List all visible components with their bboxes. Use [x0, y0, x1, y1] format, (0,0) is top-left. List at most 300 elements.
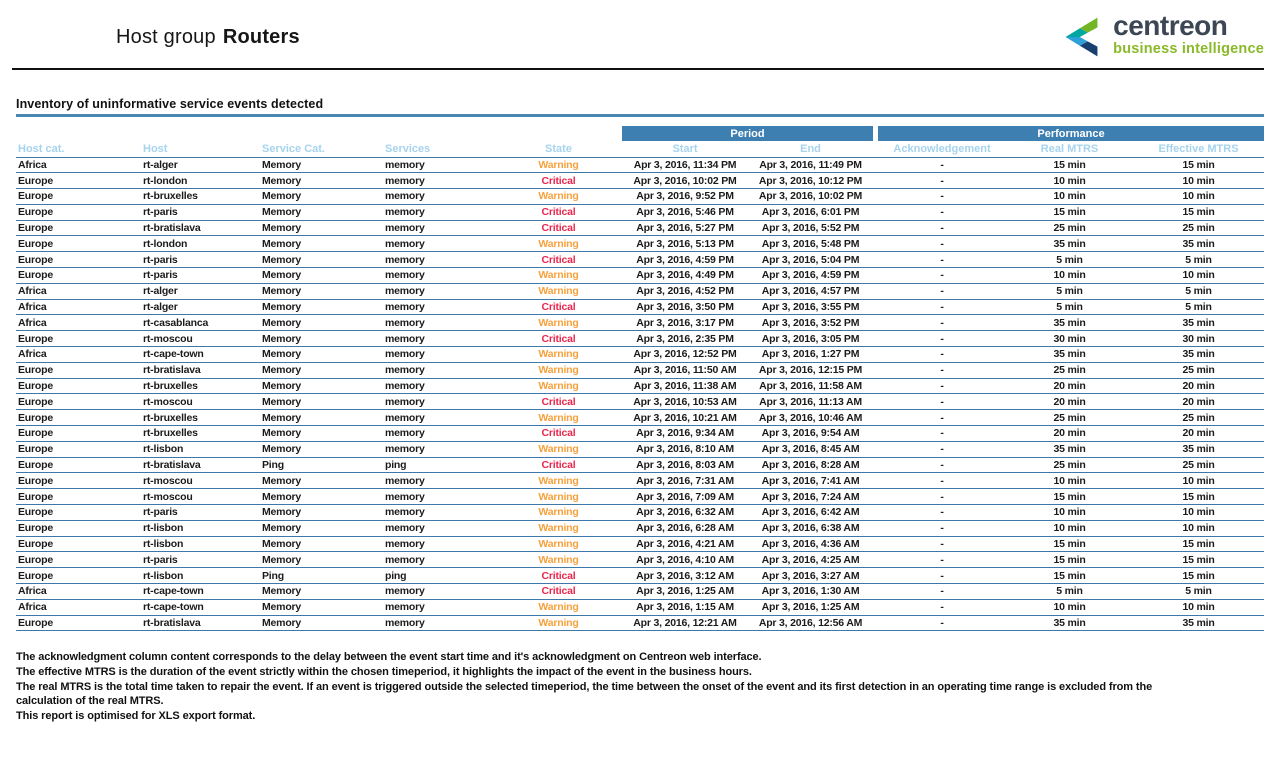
- acknowledgement-cell: -: [878, 283, 1006, 299]
- state-cell: Warning: [495, 283, 622, 299]
- state-cell: Warning: [495, 157, 622, 173]
- period-start-cell: Apr 3, 2016, 4:10 AM: [622, 552, 748, 568]
- period-end-cell: Apr 3, 2016, 1:30 AM: [748, 584, 873, 600]
- period-start-cell: Apr 3, 2016, 3:17 PM: [622, 315, 748, 331]
- effective-mtrs-cell: 15 min: [1133, 204, 1264, 220]
- acknowledgement-cell: -: [878, 220, 1006, 236]
- real-mtrs-cell: 5 min: [1006, 299, 1133, 315]
- state-cell: Warning: [495, 505, 622, 521]
- service-cell: memory: [383, 362, 495, 378]
- state-cell: Warning: [495, 599, 622, 615]
- state-cell: Critical: [495, 252, 622, 268]
- acknowledgement-cell: -: [878, 410, 1006, 426]
- host-category-cell: Africa: [16, 599, 141, 615]
- service-cell: memory: [383, 394, 495, 410]
- host-cell: rt-alger: [141, 299, 260, 315]
- host-category-cell: Europe: [16, 520, 141, 536]
- effective-mtrs-cell: 10 min: [1133, 520, 1264, 536]
- acknowledgement-cell: -: [878, 362, 1006, 378]
- event-row: [16, 394, 1264, 410]
- state-cell: Warning: [495, 473, 622, 489]
- real-mtrs-cell: 20 min: [1006, 378, 1133, 394]
- service-category-cell: Memory: [260, 599, 383, 615]
- host-cell: rt-bratislava: [141, 615, 260, 631]
- host-cell: rt-london: [141, 236, 260, 252]
- footnote-effective-mtrs: The effective MTRS is the duration of the event strictly within the chosen timeperiod, it highlights the impact of the event in the business hours.: [16, 666, 752, 678]
- acknowledgement-cell: -: [878, 568, 1006, 584]
- real-mtrs-cell: 20 min: [1006, 426, 1133, 442]
- centreon-logo-text: [1113, 12, 1264, 57]
- service-cell: memory: [383, 220, 495, 236]
- acknowledgement-cell: -: [878, 584, 1006, 600]
- period-end-cell: Apr 3, 2016, 3:55 PM: [748, 299, 873, 315]
- service-cell: memory: [383, 505, 495, 521]
- section-title: Inventory of uninformative service events detected: [16, 97, 324, 111]
- event-row: [16, 362, 1264, 378]
- period-end-cell: Apr 3, 2016, 7:41 AM: [748, 473, 873, 489]
- period-end-cell: Apr 3, 2016, 4:25 AM: [748, 552, 873, 568]
- period-start-cell: Apr 3, 2016, 3:50 PM: [622, 299, 748, 315]
- service-category-cell: Memory: [260, 552, 383, 568]
- event-row: [16, 157, 1264, 173]
- service-category-cell: Memory: [260, 283, 383, 299]
- real-mtrs-cell: 15 min: [1006, 489, 1133, 505]
- real-mtrs-cell: 25 min: [1006, 220, 1133, 236]
- service-cell: ping: [383, 568, 495, 584]
- effective-mtrs-cell: 25 min: [1133, 410, 1264, 426]
- real-mtrs-cell: 30 min: [1006, 331, 1133, 347]
- host-category-cell: Europe: [16, 426, 141, 442]
- host-cell: rt-paris: [141, 552, 260, 568]
- service-cell: memory: [383, 410, 495, 426]
- period-start-cell: Apr 3, 2016, 11:34 PM: [622, 157, 748, 173]
- period-start-cell: Apr 3, 2016, 12:52 PM: [622, 347, 748, 363]
- host-category-cell: Europe: [16, 536, 141, 552]
- effective-mtrs-cell: 10 min: [1133, 189, 1264, 205]
- service-category-cell: Memory: [260, 362, 383, 378]
- host-cell: rt-cape-town: [141, 347, 260, 363]
- host-category-cell: Europe: [16, 505, 141, 521]
- service-cell: memory: [383, 441, 495, 457]
- effective-mtrs-cell: 10 min: [1133, 505, 1264, 521]
- host-category-cell: Africa: [16, 299, 141, 315]
- state-cell: Critical: [495, 173, 622, 189]
- col-header-end: End: [748, 141, 873, 157]
- service-cell: ping: [383, 457, 495, 473]
- effective-mtrs-cell: 10 min: [1133, 473, 1264, 489]
- footnote-xls-export: This report is optimised for XLS export format.: [16, 709, 256, 722]
- acknowledgement-cell: -: [878, 189, 1006, 205]
- service-category-cell: Memory: [260, 204, 383, 220]
- period-end-cell: Apr 3, 2016, 11:13 AM: [748, 394, 873, 410]
- period-end-cell: Apr 3, 2016, 10:12 PM: [748, 173, 873, 189]
- host-category-cell: Europe: [16, 394, 141, 410]
- service-category-cell: Memory: [260, 489, 383, 505]
- event-row: [16, 268, 1264, 284]
- service-cell: memory: [383, 378, 495, 394]
- state-cell: Warning: [495, 615, 622, 631]
- acknowledgement-cell: -: [878, 173, 1006, 189]
- acknowledgement-cell: -: [878, 157, 1006, 173]
- service-cell: memory: [383, 426, 495, 442]
- state-cell: Critical: [495, 457, 622, 473]
- period-start-cell: Apr 3, 2016, 12:21 AM: [622, 615, 748, 631]
- effective-mtrs-cell: 5 min: [1133, 299, 1264, 315]
- service-category-cell: Ping: [260, 568, 383, 584]
- footnote-real-mtrs: The real MTRS is the total time taken to repair the event. If an event is triggered outside the selected timeperiod, the time between the onset of the event and its first detection in an operating time range is excluded from the: [16, 680, 1153, 693]
- acknowledgement-cell: -: [878, 268, 1006, 284]
- event-row: [16, 426, 1264, 442]
- effective-mtrs-cell: 35 min: [1133, 236, 1264, 252]
- col-header-services: Services: [383, 141, 495, 157]
- real-mtrs-cell: 5 min: [1006, 584, 1133, 600]
- service-category-cell: Memory: [260, 236, 383, 252]
- state-cell: Critical: [495, 426, 622, 442]
- effective-mtrs-cell: 5 min: [1133, 584, 1264, 600]
- page-title-prefix: Host group: [116, 26, 216, 48]
- host-cell: rt-moscou: [141, 489, 260, 505]
- acknowledgement-cell: -: [878, 536, 1006, 552]
- page-title: [116, 26, 300, 49]
- period-start-cell: Apr 3, 2016, 3:12 AM: [622, 568, 748, 584]
- period-end-cell: Apr 3, 2016, 5:48 PM: [748, 236, 873, 252]
- state-cell: Warning: [495, 236, 622, 252]
- centreon-logo: [1063, 12, 1264, 60]
- acknowledgement-cell: -: [878, 252, 1006, 268]
- period-start-cell: Apr 3, 2016, 1:15 AM: [622, 599, 748, 615]
- host-category-cell: Europe: [16, 331, 141, 347]
- host-category-cell: Africa: [16, 584, 141, 600]
- state-cell: Critical: [495, 299, 622, 315]
- host-cell: rt-lisbon: [141, 441, 260, 457]
- service-category-cell: Memory: [260, 394, 383, 410]
- effective-mtrs-cell: 15 min: [1133, 552, 1264, 568]
- service-cell: memory: [383, 204, 495, 220]
- event-row: [16, 536, 1264, 552]
- period-end-cell: Apr 3, 2016, 4:59 PM: [748, 268, 873, 284]
- period-end-cell: Apr 3, 2016, 10:02 PM: [748, 189, 873, 205]
- period-end-cell: Apr 3, 2016, 8:28 AM: [748, 457, 873, 473]
- effective-mtrs-cell: 10 min: [1133, 268, 1264, 284]
- state-cell: Critical: [495, 584, 622, 600]
- real-mtrs-cell: 35 min: [1006, 615, 1133, 631]
- service-category-cell: Memory: [260, 473, 383, 489]
- real-mtrs-cell: 10 min: [1006, 173, 1133, 189]
- event-row: [16, 252, 1264, 268]
- real-mtrs-cell: 10 min: [1006, 268, 1133, 284]
- service-cell: memory: [383, 283, 495, 299]
- service-cell: memory: [383, 189, 495, 205]
- state-cell: Warning: [495, 189, 622, 205]
- service-category-cell: Memory: [260, 157, 383, 173]
- period-end-cell: Apr 3, 2016, 12:15 PM: [748, 362, 873, 378]
- period-start-cell: Apr 3, 2016, 4:52 PM: [622, 283, 748, 299]
- real-mtrs-cell: 15 min: [1006, 552, 1133, 568]
- service-category-cell: Memory: [260, 505, 383, 521]
- section-title-underline: [16, 114, 1264, 117]
- host-cell: rt-bratislava: [141, 220, 260, 236]
- report-footnotes: [16, 650, 1264, 723]
- acknowledgement-cell: -: [878, 394, 1006, 410]
- period-end-cell: Apr 3, 2016, 5:04 PM: [748, 252, 873, 268]
- period-start-cell: Apr 3, 2016, 5:46 PM: [622, 204, 748, 220]
- period-end-cell: Apr 3, 2016, 6:01 PM: [748, 204, 873, 220]
- service-category-cell: Memory: [260, 441, 383, 457]
- period-end-cell: Apr 3, 2016, 1:25 AM: [748, 599, 873, 615]
- acknowledgement-cell: -: [878, 615, 1006, 631]
- effective-mtrs-cell: 5 min: [1133, 252, 1264, 268]
- event-row: [16, 505, 1264, 521]
- acknowledgement-cell: -: [878, 347, 1006, 363]
- real-mtrs-cell: 10 min: [1006, 189, 1133, 205]
- host-cell: rt-paris: [141, 505, 260, 521]
- period-end-cell: Apr 3, 2016, 11:58 AM: [748, 378, 873, 394]
- service-cell: memory: [383, 252, 495, 268]
- period-start-cell: Apr 3, 2016, 11:38 AM: [622, 378, 748, 394]
- period-start-cell: Apr 3, 2016, 9:34 AM: [622, 426, 748, 442]
- period-start-cell: Apr 3, 2016, 7:31 AM: [622, 473, 748, 489]
- table-group-header-row: [16, 126, 1264, 141]
- period-start-cell: Apr 3, 2016, 10:53 AM: [622, 394, 748, 410]
- state-cell: Warning: [495, 378, 622, 394]
- real-mtrs-cell: 15 min: [1006, 157, 1133, 173]
- host-cell: rt-bratislava: [141, 457, 260, 473]
- page-title-hostgroup: Routers: [222, 26, 300, 48]
- real-mtrs-cell: 35 min: [1006, 315, 1133, 331]
- acknowledgement-cell: -: [878, 552, 1006, 568]
- centreon-logo-mark-icon: [1063, 14, 1105, 60]
- real-mtrs-cell: 10 min: [1006, 473, 1133, 489]
- service-category-cell: Memory: [260, 584, 383, 600]
- host-cell: rt-lisbon: [141, 520, 260, 536]
- event-row: [16, 204, 1264, 220]
- service-cell: memory: [383, 173, 495, 189]
- col-header-start: Start: [622, 141, 748, 157]
- real-mtrs-cell: 15 min: [1006, 536, 1133, 552]
- service-cell: memory: [383, 615, 495, 631]
- service-category-cell: Memory: [260, 426, 383, 442]
- period-start-cell: Apr 3, 2016, 5:13 PM: [622, 236, 748, 252]
- real-mtrs-cell: 10 min: [1006, 520, 1133, 536]
- event-row: [16, 189, 1264, 205]
- effective-mtrs-cell: 10 min: [1133, 599, 1264, 615]
- events-table: [16, 126, 1264, 631]
- real-mtrs-cell: 25 min: [1006, 457, 1133, 473]
- service-cell: memory: [383, 552, 495, 568]
- host-category-cell: Africa: [16, 157, 141, 173]
- effective-mtrs-cell: 15 min: [1133, 568, 1264, 584]
- service-cell: memory: [383, 315, 495, 331]
- period-start-cell: Apr 3, 2016, 10:21 AM: [622, 410, 748, 426]
- event-row: [16, 552, 1264, 568]
- period-start-cell: Apr 3, 2016, 9:52 PM: [622, 189, 748, 205]
- state-cell: Warning: [495, 362, 622, 378]
- period-start-cell: Apr 3, 2016, 4:21 AM: [622, 536, 748, 552]
- service-category-cell: Memory: [260, 520, 383, 536]
- host-cell: rt-bruxelles: [141, 189, 260, 205]
- period-start-cell: Apr 3, 2016, 10:02 PM: [622, 173, 748, 189]
- host-category-cell: Africa: [16, 347, 141, 363]
- col-header-host: Host: [141, 141, 260, 157]
- host-cell: rt-bruxelles: [141, 378, 260, 394]
- event-row: [16, 410, 1264, 426]
- service-category-cell: Memory: [260, 173, 383, 189]
- effective-mtrs-cell: 15 min: [1133, 157, 1264, 173]
- real-mtrs-cell: 15 min: [1006, 204, 1133, 220]
- event-row: [16, 283, 1264, 299]
- host-cell: rt-london: [141, 173, 260, 189]
- period-start-cell: Apr 3, 2016, 4:49 PM: [622, 268, 748, 284]
- event-row: [16, 299, 1264, 315]
- host-category-cell: Europe: [16, 489, 141, 505]
- state-cell: Warning: [495, 520, 622, 536]
- centreon-brand-name: centreon: [1113, 10, 1228, 41]
- footnote-real-mtrs-continued: calculation of the real MTRS.: [16, 695, 164, 708]
- period-end-cell: Apr 3, 2016, 1:27 PM: [748, 347, 873, 363]
- state-cell: Critical: [495, 568, 622, 584]
- event-row: [16, 441, 1264, 457]
- acknowledgement-cell: -: [878, 441, 1006, 457]
- state-cell: Warning: [495, 268, 622, 284]
- acknowledgement-cell: -: [878, 331, 1006, 347]
- period-start-cell: Apr 3, 2016, 4:59 PM: [622, 252, 748, 268]
- host-category-cell: Africa: [16, 315, 141, 331]
- state-cell: Warning: [495, 315, 622, 331]
- acknowledgement-cell: -: [878, 204, 1006, 220]
- host-category-cell: Africa: [16, 283, 141, 299]
- period-start-cell: Apr 3, 2016, 6:32 AM: [622, 505, 748, 521]
- period-end-cell: Apr 3, 2016, 6:42 AM: [748, 505, 873, 521]
- service-cell: memory: [383, 236, 495, 252]
- event-row: [16, 220, 1264, 236]
- header-divider: [12, 68, 1264, 70]
- host-category-cell: Europe: [16, 457, 141, 473]
- event-row: [16, 599, 1264, 615]
- period-end-cell: Apr 3, 2016, 7:24 AM: [748, 489, 873, 505]
- real-mtrs-cell: 10 min: [1006, 505, 1133, 521]
- service-cell: memory: [383, 157, 495, 173]
- event-row: [16, 615, 1264, 631]
- acknowledgement-cell: -: [878, 505, 1006, 521]
- acknowledgement-cell: -: [878, 315, 1006, 331]
- host-cell: rt-bratislava: [141, 362, 260, 378]
- group-header-spacer: [16, 126, 622, 141]
- host-category-cell: Europe: [16, 410, 141, 426]
- effective-mtrs-cell: 15 min: [1133, 536, 1264, 552]
- event-row: [16, 473, 1264, 489]
- service-cell: memory: [383, 489, 495, 505]
- period-start-cell: Apr 3, 2016, 7:09 AM: [622, 489, 748, 505]
- host-cell: rt-moscou: [141, 473, 260, 489]
- real-mtrs-cell: 35 min: [1006, 441, 1133, 457]
- events-table-body: [16, 157, 1264, 631]
- service-cell: memory: [383, 347, 495, 363]
- effective-mtrs-cell: 25 min: [1133, 220, 1264, 236]
- state-cell: Critical: [495, 204, 622, 220]
- host-category-cell: Europe: [16, 220, 141, 236]
- period-end-cell: Apr 3, 2016, 11:49 PM: [748, 157, 873, 173]
- event-row: [16, 568, 1264, 584]
- host-cell: rt-lisbon: [141, 536, 260, 552]
- host-category-cell: Europe: [16, 378, 141, 394]
- effective-mtrs-cell: 5 min: [1133, 283, 1264, 299]
- acknowledgement-cell: -: [878, 473, 1006, 489]
- host-category-cell: Europe: [16, 552, 141, 568]
- period-end-cell: Apr 3, 2016, 4:36 AM: [748, 536, 873, 552]
- host-cell: rt-casablanca: [141, 315, 260, 331]
- service-cell: memory: [383, 536, 495, 552]
- service-category-cell: Memory: [260, 268, 383, 284]
- effective-mtrs-cell: 35 min: [1133, 347, 1264, 363]
- service-category-cell: Memory: [260, 299, 383, 315]
- acknowledgement-cell: -: [878, 378, 1006, 394]
- effective-mtrs-cell: 10 min: [1133, 173, 1264, 189]
- footnote-acknowledgment: The acknowledgment column content corresponds to the delay between the event start time and it's acknowledgment on Centreon web interface.: [16, 651, 762, 664]
- event-row: [16, 331, 1264, 347]
- host-category-cell: Europe: [16, 189, 141, 205]
- host-cell: rt-paris: [141, 268, 260, 284]
- host-cell: rt-lisbon: [141, 568, 260, 584]
- state-cell: Warning: [495, 552, 622, 568]
- host-cell: rt-paris: [141, 252, 260, 268]
- real-mtrs-cell: 5 min: [1006, 283, 1133, 299]
- state-cell: Warning: [495, 536, 622, 552]
- host-category-cell: Europe: [16, 252, 141, 268]
- acknowledgement-cell: -: [878, 426, 1006, 442]
- real-mtrs-cell: 35 min: [1006, 347, 1133, 363]
- real-mtrs-cell: 10 min: [1006, 599, 1133, 615]
- effective-mtrs-cell: 25 min: [1133, 362, 1264, 378]
- host-cell: rt-alger: [141, 157, 260, 173]
- event-row: [16, 347, 1264, 363]
- period-end-cell: Apr 3, 2016, 5:52 PM: [748, 220, 873, 236]
- effective-mtrs-cell: 20 min: [1133, 394, 1264, 410]
- service-category-cell: Memory: [260, 331, 383, 347]
- service-category-cell: Ping: [260, 457, 383, 473]
- service-category-cell: Memory: [260, 252, 383, 268]
- period-start-cell: Apr 3, 2016, 6:28 AM: [622, 520, 748, 536]
- host-cell: rt-alger: [141, 283, 260, 299]
- host-cell: rt-cape-town: [141, 584, 260, 600]
- event-row: [16, 173, 1264, 189]
- col-header-acknowledgement: Acknowledgement: [878, 141, 1006, 157]
- effective-mtrs-cell: 15 min: [1133, 489, 1264, 505]
- host-category-cell: Europe: [16, 362, 141, 378]
- host-category-cell: Europe: [16, 473, 141, 489]
- event-row: [16, 584, 1264, 600]
- acknowledgement-cell: -: [878, 520, 1006, 536]
- acknowledgement-cell: -: [878, 599, 1006, 615]
- period-start-cell: Apr 3, 2016, 8:10 AM: [622, 441, 748, 457]
- centreon-tagline: business intelligence: [1113, 41, 1264, 57]
- period-end-cell: Apr 3, 2016, 6:38 AM: [748, 520, 873, 536]
- event-row: [16, 457, 1264, 473]
- real-mtrs-cell: 35 min: [1006, 236, 1133, 252]
- host-category-cell: Europe: [16, 441, 141, 457]
- period-end-cell: Apr 3, 2016, 10:46 AM: [748, 410, 873, 426]
- host-category-cell: Europe: [16, 204, 141, 220]
- group-header-period: Period: [622, 126, 873, 141]
- period-end-cell: Apr 3, 2016, 4:57 PM: [748, 283, 873, 299]
- host-category-cell: Europe: [16, 236, 141, 252]
- service-category-cell: Memory: [260, 315, 383, 331]
- service-cell: memory: [383, 299, 495, 315]
- acknowledgement-cell: -: [878, 236, 1006, 252]
- host-cell: rt-bruxelles: [141, 426, 260, 442]
- host-category-cell: Europe: [16, 173, 141, 189]
- col-header-host-cat: Host cat.: [16, 141, 141, 157]
- host-cell: rt-moscou: [141, 331, 260, 347]
